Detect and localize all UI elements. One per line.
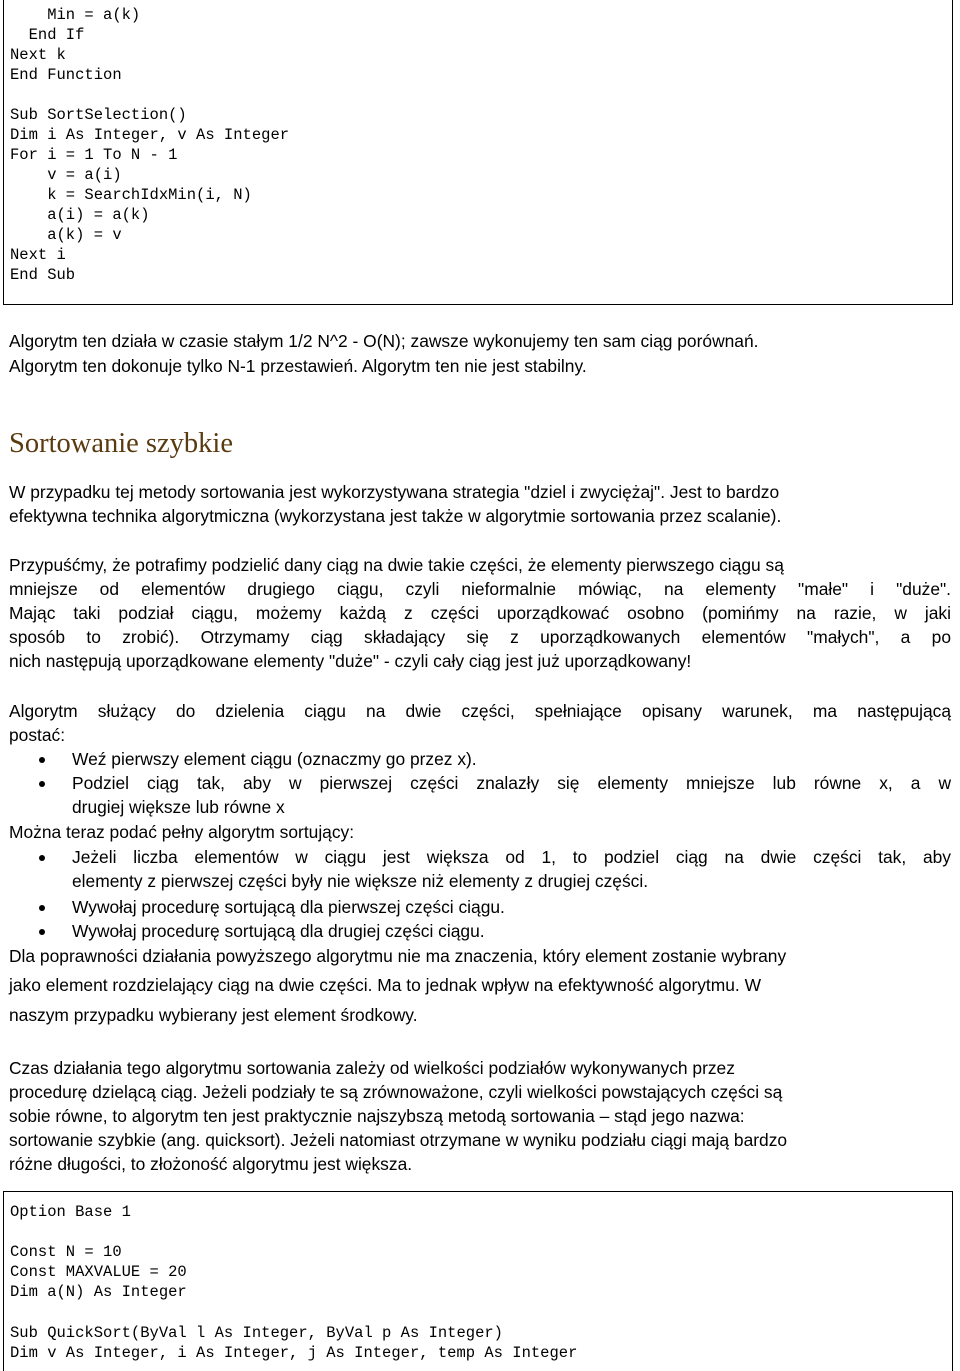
paragraph-line: różne długości, to złożoność algorytmu jest większa. [9, 1154, 413, 1174]
list-item: Wywołaj procedurę sortującą dla pierwszej części ciągu. [72, 897, 505, 917]
paragraph-line: Mając taki podział ciągu, możemy każdą z części uporządkować osobno (pomińmy na razie, w jaki [9, 603, 951, 623]
bullet-dot-icon [39, 855, 45, 861]
paragraph-line: sposób to zrobić). Otrzymamy ciąg składający się z uporządkowanych elementów "małych", a po [9, 627, 951, 647]
code-block-top [3, 0, 953, 305]
code-line: End If [10, 26, 85, 44]
paragraph-line: Można teraz podać pełny algorytm sortujący: [9, 822, 355, 842]
code-line: End Function [10, 66, 122, 84]
list-item: Podziel ciąg tak, aby w pierwszej części znalazły się elementy mniejsze lub równe x, a w [72, 773, 951, 793]
code-line: a(i) = a(k) [10, 206, 150, 224]
code-line: Min = a(k) [10, 6, 141, 24]
paragraph-line: Algorytm ten działa w czasie stałym 1/2 N^2 - O(N); zawsze wykonujemy ten sam ciąg porównań. [9, 331, 759, 351]
code-block-bottom [3, 1191, 953, 1371]
bullet-dot-icon [39, 929, 45, 935]
code-line: Dim v As Integer, i As Integer, j As Integer, temp As Integer [10, 1344, 578, 1362]
code-line: v = a(i) [10, 166, 122, 184]
code-line: Sub SortSelection() [10, 106, 187, 124]
paragraph-line: Czas działania tego algorytmu sortowania zależy od wielkości podziałów wykonywanych przez [9, 1058, 735, 1078]
code-line: a(k) = v [10, 226, 122, 244]
paragraph-line: sobie równe, to algorytm ten jest praktycznie najszybszą metodą sortowania – stąd jego nazwa: [9, 1106, 745, 1126]
paragraph-line: nich następują uporządkowane elementy "duże" - czyli cały ciąg jest już uporządkowany! [9, 651, 692, 671]
paragraph-line: postać: [9, 725, 66, 745]
code-line: k = SearchIdxMin(i, N) [10, 186, 252, 204]
code-line: Next k [10, 46, 66, 64]
bullet-dot-icon [39, 781, 45, 787]
code-line: Next i [10, 246, 66, 264]
code-line: Option Base 1 [10, 1203, 131, 1221]
paragraph-line: efektywna technika algorytmiczna (wykorzystana jest także w algorytmie sortowania przez scalanie). [9, 506, 782, 526]
list-item: Jeżeli liczba elementów w ciągu jest większa od 1, to podziel ciąg na dwie części tak, aby [72, 847, 951, 867]
paragraph-line: Przypuśćmy, że potrafimy podzielić dany ciąg na dwie takie części, że elementy pierwszego ciągu są [9, 555, 784, 575]
bullet-dot-icon [39, 757, 45, 763]
paragraph-line: sortowanie szybkie (ang. quicksort). Jeżeli natomiast otrzymane w wyniku podziału ciągi mają bardzo [9, 1130, 788, 1150]
code-line: Dim a(N) As Integer [10, 1283, 187, 1301]
paragraph-line: mniejsze od elementów drugiego ciągu, czyli nieformalnie mówiąc, na elementy "małe" i "duże". [9, 579, 951, 599]
code-line: Const MAXVALUE = 20 [10, 1263, 187, 1281]
paragraph-line: Algorytm ten dokonuje tylko N-1 przestawień. Algorytm ten nie jest stabilny. [9, 356, 587, 376]
paragraph-line: Dla poprawności działania powyższego algorytmu nie ma znaczenia, który element zostanie wybrany [9, 946, 787, 966]
list-item: Wywołaj procedurę sortującą dla drugiej części ciągu. [72, 921, 485, 941]
code-line: For i = 1 To N - 1 [10, 146, 178, 164]
paragraph-line: jako element rozdzielający ciąg na dwie części. Ma to jednak wpływ na efektywność algorytmu. W [9, 975, 761, 995]
section-heading: Sortowanie szybkie [9, 428, 233, 459]
paragraph-line: procedurę dzielącą ciąg. Jeżeli podziały te są zrównoważone, czyli wielkości powstających części są [9, 1082, 783, 1102]
code-line: Dim i As Integer, v As Integer [10, 126, 290, 144]
list-item: Weź pierwszy element ciągu (oznaczmy go przez x). [72, 749, 477, 769]
paragraph-line: Algorytm służący do dzielenia ciągu na dwie części, spełniające opisany warunek, ma następującą [9, 701, 951, 721]
paragraph-line: naszym przypadku wybierany jest element środkowy. [9, 1005, 418, 1025]
bullet-dot-icon [39, 905, 45, 911]
list-item-continuation: drugiej większe lub równe x [72, 797, 285, 817]
list-item-continuation: elementy z pierwszej części były nie większe niż elementy z drugiej części. [72, 871, 649, 891]
paragraph-line: W przypadku tej metody sortowania jest wykorzystywana strategia "dziel i zwyciężaj". Jest to bardzo [9, 482, 780, 502]
code-line: Const N = 10 [10, 1243, 122, 1261]
code-line: Sub QuickSort(ByVal l As Integer, ByVal p As Integer) [10, 1324, 503, 1342]
code-line: End Sub [10, 266, 76, 284]
